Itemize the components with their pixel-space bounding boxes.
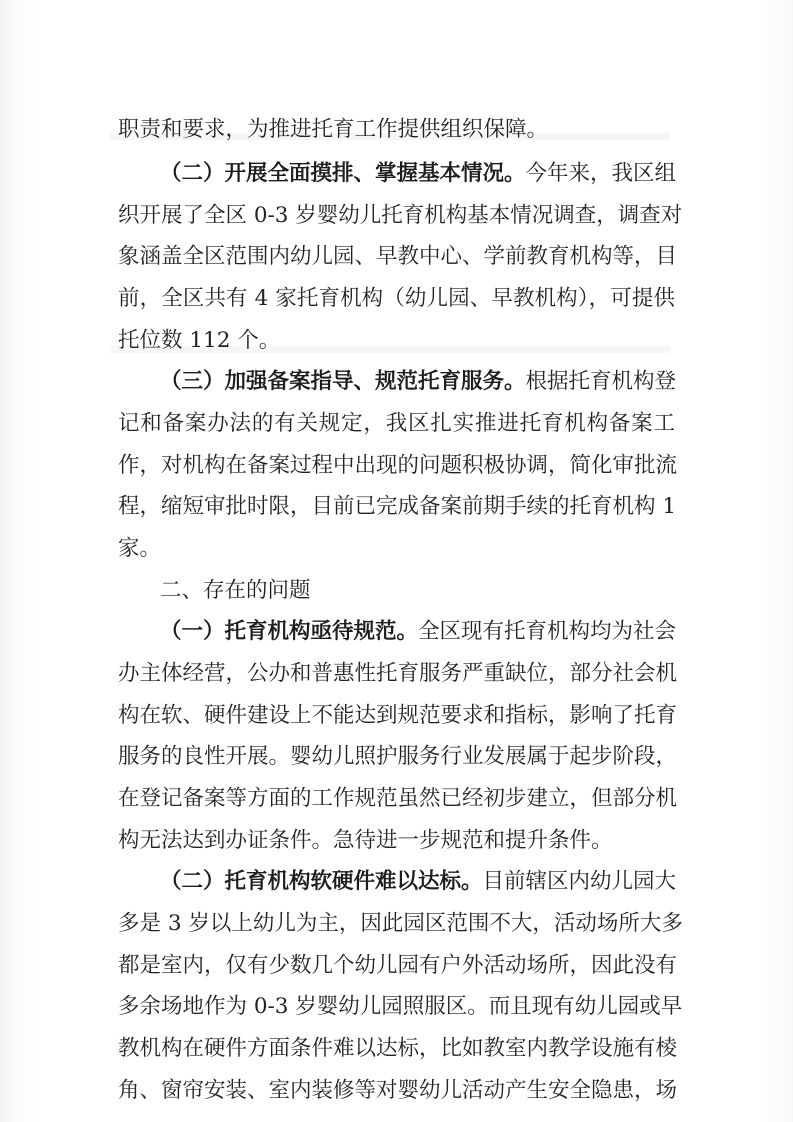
body-line-17 bbox=[118, 784, 678, 814]
line-text: 作，对机构在备案过程中出现的问题积极协调，简化审批流 bbox=[118, 453, 678, 478]
body-line-6 bbox=[118, 326, 280, 356]
body-line-24 bbox=[118, 1076, 678, 1106]
line-text: 办主体经营，公办和普惠性托育服务严重缺位，部分社会机 bbox=[118, 661, 678, 686]
line-text: 教机构在硬件方面条件难以达标，比如教室内教学设施有棱 bbox=[118, 1036, 678, 1061]
body-line-1 bbox=[118, 115, 548, 145]
body-line-22 bbox=[118, 992, 683, 1022]
body-line-11 bbox=[118, 534, 161, 564]
line-text: 目前辖区内幼儿园大 bbox=[482, 869, 677, 894]
body-line-14 bbox=[118, 659, 678, 689]
line-text: 构无法达到办证条件。急待进一步规范和提升条件。 bbox=[118, 828, 613, 853]
line-text: 职责和要求，为推进托育工作提供组织保障。 bbox=[118, 117, 549, 142]
body-line-8 bbox=[118, 409, 675, 439]
chapter-heading bbox=[160, 576, 311, 606]
body-line-9 bbox=[118, 451, 678, 481]
section-paragraph-standards-heading bbox=[160, 617, 675, 647]
body-line-10 bbox=[118, 492, 675, 522]
section-paragraph-filing-heading bbox=[160, 367, 675, 397]
body-line-5 bbox=[118, 284, 675, 314]
line-text: 象涵盖全区范围内幼儿园、早教中心、学前教育机构等，目 bbox=[118, 244, 678, 269]
body-line-15 bbox=[118, 701, 678, 731]
line-text: 托位数 112 个。 bbox=[118, 328, 281, 353]
section-paragraph-facilities-heading bbox=[160, 867, 675, 897]
line-text: 记和备案办法的有关规定，我区扎实推进托育机构备案工 bbox=[118, 411, 675, 436]
line-text: 都是室内，仅有少数几个幼儿园有户外活动场所，因此没有 bbox=[118, 953, 678, 978]
line-text: 构在软、硬件建设上不能达到规范要求和指标，影响了托育 bbox=[118, 703, 678, 728]
line-text: 程，缩短审批时限，目前已完成备案前期手续的托育机构 1 bbox=[118, 494, 677, 519]
line-text: 前，全区共有 4 家托育机构（幼儿园、早教机构），可提供 bbox=[118, 286, 675, 311]
line-text: 家。 bbox=[118, 536, 162, 561]
chapter-heading-text: 二、存在的问题 bbox=[160, 578, 311, 603]
line-text: 织开展了全区 0-3 岁婴幼儿托育机构基本情况调查，调查对 bbox=[118, 203, 683, 228]
line-text: 根据托育机构登 bbox=[525, 369, 677, 394]
body-line-4 bbox=[118, 242, 678, 272]
line-text: 在登记备案等方面的工作规范虽然已经初步建立，但部分机 bbox=[118, 786, 678, 811]
line-text: 角、窗帘安装、室内装修等对婴幼儿活动产生安全隐患，场 bbox=[118, 1078, 678, 1103]
section-heading: （一）托育机构亟待规范。 bbox=[160, 619, 419, 644]
line-text: 全区现有托育机构均为社会 bbox=[418, 619, 677, 644]
line-text: 今年来，我区组 bbox=[525, 161, 677, 186]
body-line-18 bbox=[118, 826, 613, 856]
section-heading: （二）开展全面摸排、掌握基本情况。 bbox=[160, 161, 526, 186]
line-text: 多余场地作为 0-3 岁婴幼儿园照服区。而且现有幼儿园或早 bbox=[118, 994, 683, 1019]
body-line-3 bbox=[118, 201, 683, 231]
body-line-23 bbox=[118, 1034, 678, 1064]
line-text: 多是 3 岁以上幼儿为主，因此园区范围不大，活动场所大多 bbox=[118, 911, 683, 936]
line-text: 服务的良性开展。婴幼儿照护服务行业发展属于起步阶段， bbox=[118, 744, 678, 769]
section-heading: （三）加强备案指导、规范托育服务。 bbox=[160, 369, 526, 394]
body-line-21 bbox=[118, 951, 678, 981]
section-heading: （二）托育机构软硬件难以达标。 bbox=[160, 869, 483, 894]
body-line-16 bbox=[118, 742, 678, 772]
section-paragraph-survey-heading bbox=[160, 159, 675, 189]
body-line-20 bbox=[118, 909, 683, 939]
